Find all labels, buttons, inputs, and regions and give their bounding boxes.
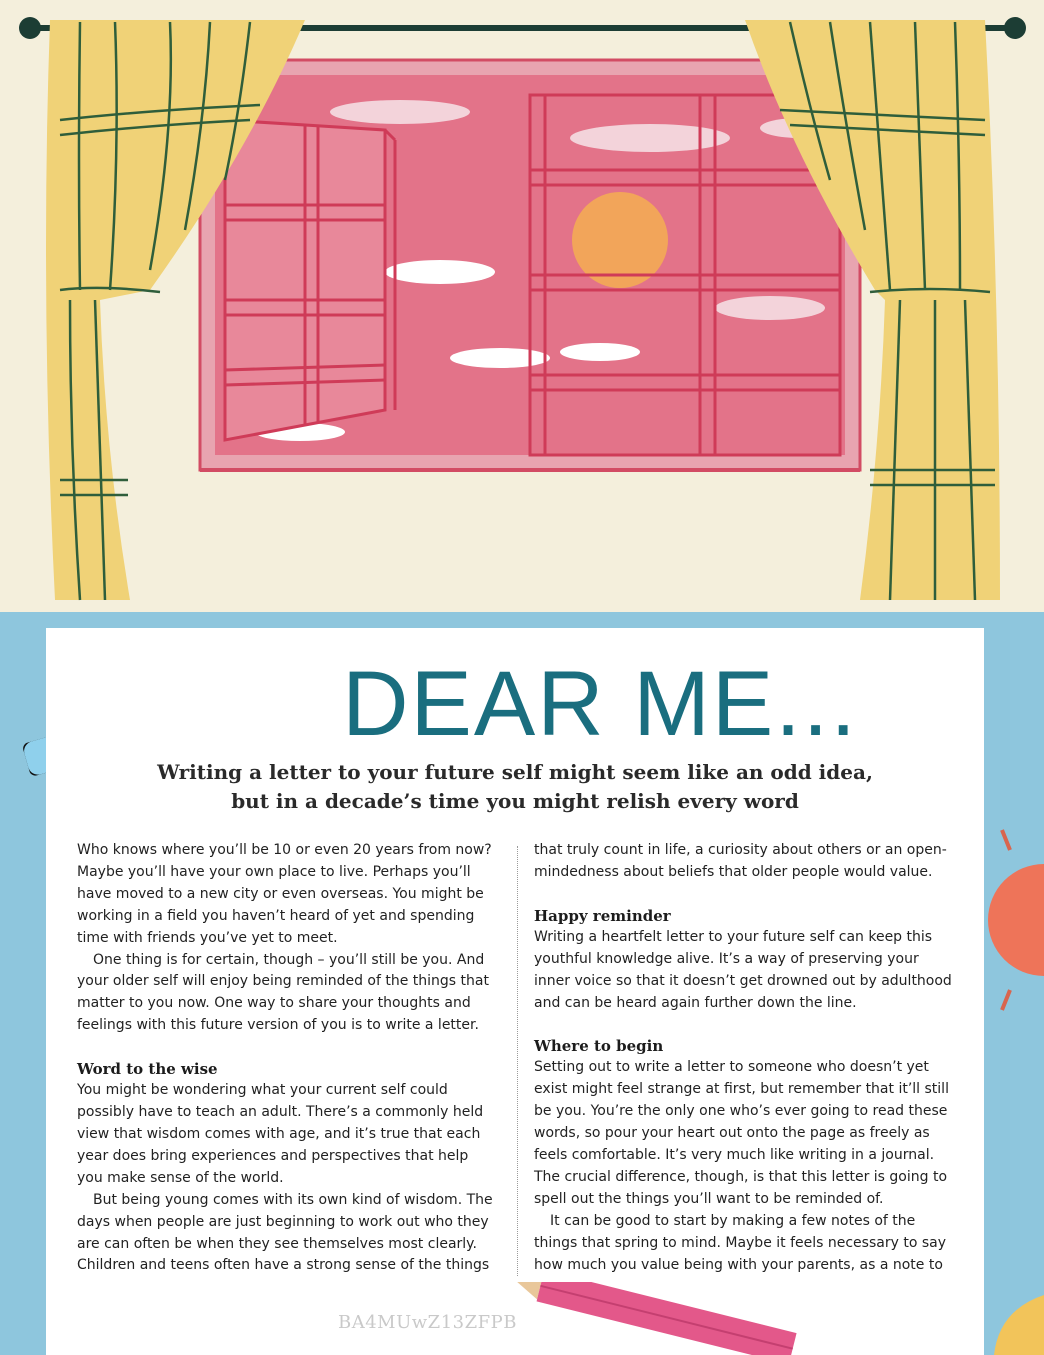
body-paragraph: But being young comes with its own kind of wisdom. The days when people are just beginning to work out who they are can often be when they see themselves most clearly. Children and teens often have a strong sense of the things (77, 1191, 493, 1274)
subtitle-line-1: Writing a letter to your future self might seem like an odd idea, (157, 760, 873, 784)
section-heading: Happy reminder (534, 906, 671, 925)
body-paragraph: Setting out to write a letter to someone who doesn’t yet exist might feel strange at first, but remember that it’ll still be you. You’re the only one who’s ever going to read these words, so pour your heart out onto the page as freely as feels comfortable. It’s very much like writing in a journal. The crucial difference, though, is that this letter is going to spell out the things you’ll want to be reminded of. (534, 1059, 949, 1207)
watermark-text: BA4MUwZ13ZFPB (338, 1312, 517, 1333)
section-heading: Word to the wise (77, 1060, 218, 1079)
column-divider (517, 846, 518, 1276)
right-column (534, 840, 954, 1277)
subtitle-line-2: but in a decade’s time you might relish every word (231, 789, 799, 813)
window-curtain-illustration (0, 0, 1044, 612)
corner-decoration-icon (984, 1290, 1044, 1355)
article-card (46, 628, 984, 1355)
left-column (77, 840, 493, 1277)
article-subtitle (46, 758, 984, 816)
window-illustration (200, 60, 860, 470)
body-paragraph: One thing is for certain, though – you’ll still be you. And your older self will enjoy being reminded of the things that matter to you now. One way to share your thoughts and feelings with this future version of you is to write a letter. (77, 951, 489, 1034)
article-title: DEAR ME... (342, 653, 858, 755)
body-paragraph: It can be good to start by making a few notes of the things that spring to mind. Maybe it feels necessary to say how much you value being with your parents, as a note to (534, 1212, 946, 1273)
body-paragraph: Who knows where you’ll be 10 or even 20 years from now? Maybe you’ll have your own place to live. Perhaps you’ll have moved to a new city or even overseas. You might be working in a field you haven’t heard of yet and spending time with friends you’ve yet to meet. (77, 842, 492, 946)
body-paragraph: You might be wondering what your current self could possibly have to teach an adult. There’s a commonly held view that wisdom comes with age, and it’s true that each year does bring experiences and perspectives that help you make sense of the world. (77, 1082, 484, 1186)
pink-pencil-icon (440, 1282, 800, 1355)
body-paragraph: that truly count in life, a curiosity about others or an open-mindedness about beliefs that older people would value. (534, 842, 947, 880)
body-paragraph: Writing a heartfelt letter to your future self can keep this youthful knowledge alive. It’s a way of preserving your inner voice so that it doesn’t get drowned out by adulthood and can be heard again further down the line. (534, 928, 952, 1011)
section-heading: Where to begin (534, 1037, 664, 1056)
